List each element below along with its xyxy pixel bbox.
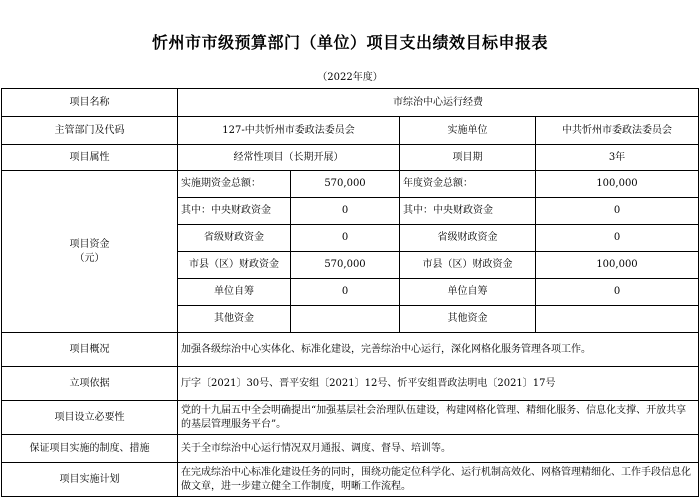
attribute-value: 经常性项目（长期开展） [178,145,400,171]
department-value: 127-中共忻州市委政法委员会 [178,117,400,145]
page-title: 忻州市市级预算部门（单位）项目支出绩效目标申报表 [151,33,548,52]
row-necessity [2,401,699,435]
other-funds-label-annual: 其他资金 [400,306,536,333]
funds-label: 项目资金 [69,238,110,250]
other-funds-value [291,306,400,333]
project-name-value: 市综治中心运行经费 [178,89,699,117]
row-funds-total [2,171,699,198]
attribute-label: 项目属性 [2,145,178,171]
plan-label: 项目实施计划 [2,463,178,497]
basis-label: 立项依据 [2,367,178,401]
total-funds-label: 实施期资金总额： [178,171,291,198]
funds-unit: （元） [74,252,105,264]
self-funds-value: 0 [291,279,400,306]
project-name-label: 项目名称 [2,89,178,117]
provincial-funds-label: 省级财政资金 [178,225,291,252]
other-funds-label: 其他资金 [178,306,291,333]
row-plan [2,463,699,497]
provincial-funds-label-annual: 省级财政资金 [400,225,536,252]
guarantee-value: 关于全市综治中心运行情况双月通报、调度、督导、培训等。 [178,435,699,463]
row-attribute [2,145,699,171]
row-overview [2,333,699,367]
overview-value: 加强各级综治中心实体化、标准化建设，完善综治中心运行，深化网格化服务管理各项工作。 [178,333,699,367]
city-funds-label-annual: 市县（区）财政资金 [400,252,536,279]
provincial-funds-value: 0 [291,225,400,252]
funds-label-cell [2,171,178,333]
row-basis [2,367,699,401]
guarantee-label: 保证项目实施的制度、措施 [2,435,178,463]
necessity-label: 项目设立必要性 [2,401,178,435]
row-department [2,117,699,145]
period-label: 项目期 [400,145,536,171]
department-label: 主管部门及代码 [2,117,178,145]
row-guarantee [2,435,699,463]
row-project-name [2,89,699,117]
city-funds-label: 市县（区）财政资金 [178,252,291,279]
report-year: （2022年度） [317,72,383,83]
city-funds-value-annual: 100,000 [536,252,699,279]
period-value: 3年 [536,145,699,171]
plan-value: 在完成综治中心标准化建设任务的同时，围绕功能定位科学化、运行机制高效化、网格管理精细化、工作手段信息化做文章，进一步建立健全工作制度，明晰工作流程。 [178,463,699,497]
necessity-value: 党的十九届五中全会明确提出“加强基层社会治理队伍建设，构建网格化管理、精细化服务、信息化支撑、开放共享的基层管理服务平台”。 [178,401,699,435]
other-funds-value-annual [536,306,699,333]
central-funds-value-annual: 0 [536,198,699,225]
impl-unit-value: 中共忻州市委政法委员会 [536,117,699,145]
central-funds-label-annual: 其中：中央财政资金 [400,198,536,225]
self-funds-label-annual: 单位自筹 [400,279,536,306]
central-funds-label: 其中：中央财政资金 [178,198,291,225]
self-funds-value-annual: 0 [536,279,699,306]
performance-goal-form [1,88,699,497]
provincial-funds-value-annual: 0 [536,225,699,252]
city-funds-value: 570,000 [291,252,400,279]
self-funds-label: 单位自筹 [178,279,291,306]
overview-label: 项目概况 [2,333,178,367]
basis-value: 厅字〔2021〕30号、晋平安组〔2021〕12号、忻平安组晋政法明电〔2021〕17号 [178,367,699,401]
total-funds-value: 570,000 [291,171,400,198]
annual-funds-value: 100,000 [536,171,699,198]
impl-unit-label: 实施单位 [400,117,536,145]
annual-funds-label: 年度资金总额： [400,171,536,198]
central-funds-value: 0 [291,198,400,225]
